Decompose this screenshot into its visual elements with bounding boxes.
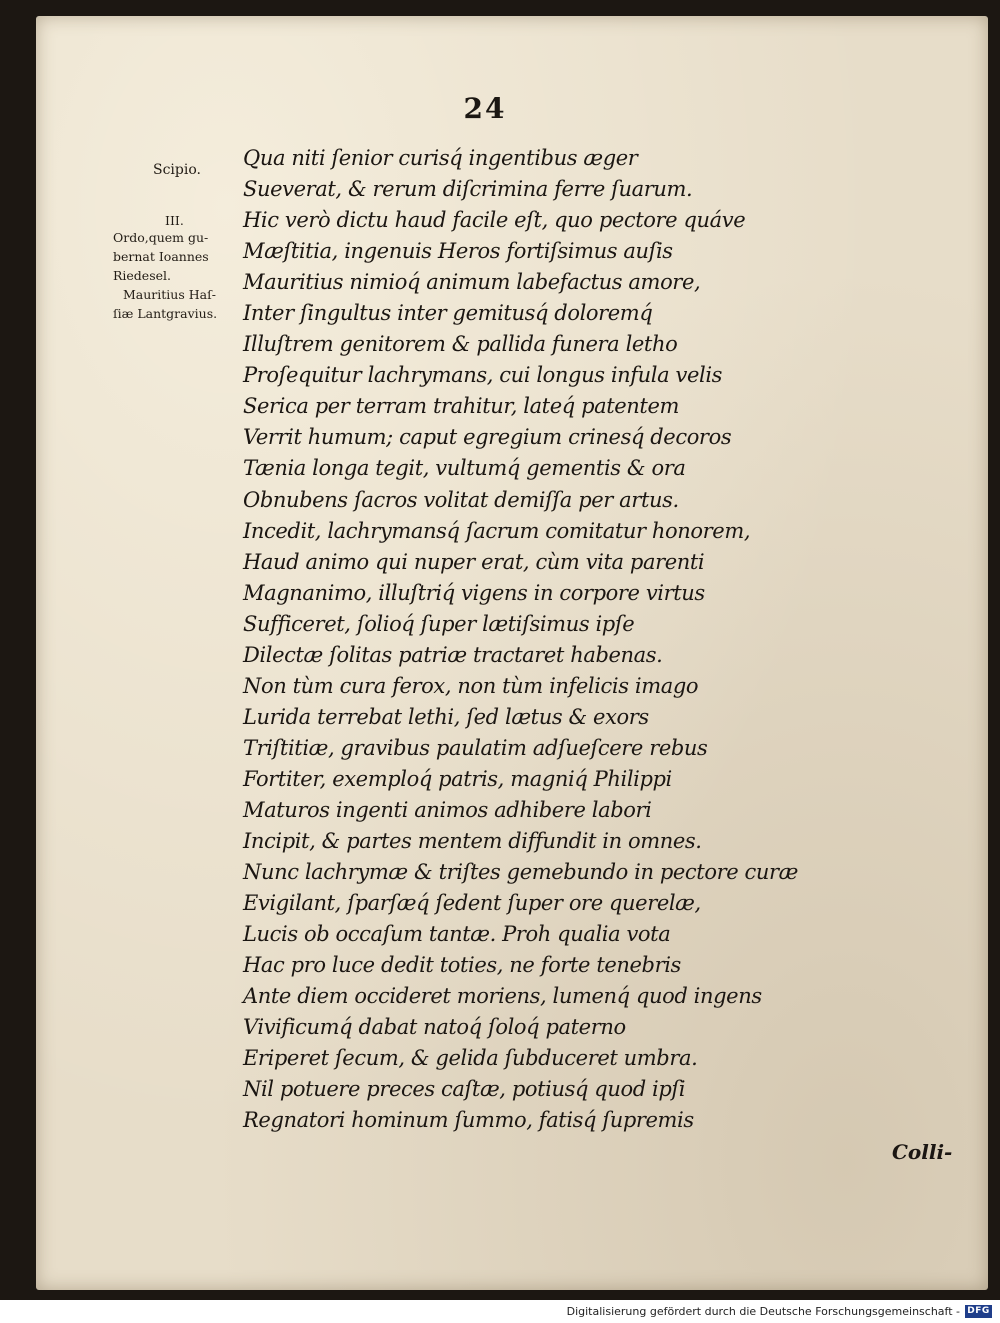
margin-note-line: Mauritius Haſ- [123, 287, 216, 302]
margin-note-line: Riedesel. [113, 268, 171, 283]
verse-line: Ante diem occideret moriens, lumenq́ quod ingens [243, 984, 762, 1009]
dfg-logo[interactable]: DFG [965, 1305, 992, 1318]
verse-line: Incedit, lachrymansq́ ſacrum comitatur honorem, [243, 518, 751, 543]
verse-line: Triſtitiæ, gravibus paulatim adſueſcere rebus [243, 735, 708, 760]
verse-line: Proſequitur lachrymans, cui longus infula velis [243, 363, 723, 388]
verse-line: Maturos ingenti animos adhibere labori [243, 797, 652, 822]
verse-line: Magnanimo, illuſtriq́ vigens in corpore virtus [243, 580, 705, 605]
verse-line: Obnubens ſacros volitat demiſſa per artus. [243, 487, 679, 512]
verse-line: Illuſtrem genitorem & pallida funera letho [243, 332, 678, 357]
margin-note-line: bernat Ioannes [113, 249, 209, 264]
margin-note-line: ſiæ Lantgravius. [113, 306, 218, 321]
verse-line: Sueverat, & rerum diſcrimina ferre ſuarum. [243, 177, 693, 202]
verse-line: Haud animo qui nuper erat, cùm vita parenti [243, 549, 705, 574]
verse-line: Eriperet ſecum, & gelida ſubduceret umbra. [243, 1046, 698, 1071]
verse-line: Serica per terram trahitur, lateq́ patentem [243, 394, 680, 419]
verse-line: Regnatori hominum ſummo, fatisq́ ſupremis [243, 1108, 694, 1133]
verse-line: Verrit humum; caput egregium crinesq́ decoros [243, 425, 732, 450]
verse-line: Lurida terrebat lethi, ſed lætus & exors [243, 704, 649, 729]
verse-line: Qua niti ſenior curisq́ ingentibus æger [243, 146, 638, 170]
verse-line: Non tùm cura ferox, non tùm infelicis imago [243, 673, 699, 698]
funding-credit: Digitalisierung gefördert durch die Deutsche Forschungsgemeinschaft - [566, 1305, 960, 1318]
verse-line: Inter ſingultus inter gemitusq́ doloremq́ [243, 301, 653, 326]
verse-line: Fortiter, exemploq́ patris, magniq́ Philippi [243, 766, 672, 791]
verse-line: Incipit, & partes mentem diffundit in omnes. [243, 829, 702, 854]
catchword: Colli- [892, 1140, 953, 1164]
verse-line: Tænia longa tegit, vultumq́ gementis & ora [243, 456, 686, 481]
verse-line: Hic verò dictu haud facile eſt, quo pectore quáve [243, 208, 746, 233]
margin-note-line: Ordo,quem gu- [113, 230, 209, 245]
page-number: 24 [463, 92, 507, 125]
margin-note-ordo-number: III. [165, 213, 184, 228]
verse-line: Lucis ob occaſum tantæ. Proh qualia vota [243, 922, 671, 947]
verse-line: Mæſtitia, ingenuis Heros fortiſsimus auſis [243, 239, 673, 264]
verse-line: Nil potuere preces caſtæ, potiusq́ quod ipſi [243, 1077, 686, 1102]
margin-note-scipio: Scipio. [153, 162, 201, 178]
verse-block [243, 143, 803, 1137]
verse-line: Hac pro luce dedit toties, ne forte tenebris [243, 953, 681, 978]
verse-line: Mauritius nimioq́ animum labefactus amore, [243, 270, 701, 295]
verse-line: Nunc lachrymæ & triſtes gemebundo in pectore curæ [243, 860, 798, 885]
verse-line: Sufficeret, ſolioq́ ſuper lætiſsimus ipſe [243, 611, 635, 636]
verse-line: Dilectæ ſolitas patriæ tractaret habenas. [243, 642, 663, 667]
verse-line: Vivificumq́ dabat natoq́ ſoloq́ paterno [243, 1015, 626, 1040]
verse-line: Evigilant, ſparſæq́ ſedent ſuper ore querelæ, [243, 891, 701, 916]
footer-bar [0, 1300, 1000, 1323]
